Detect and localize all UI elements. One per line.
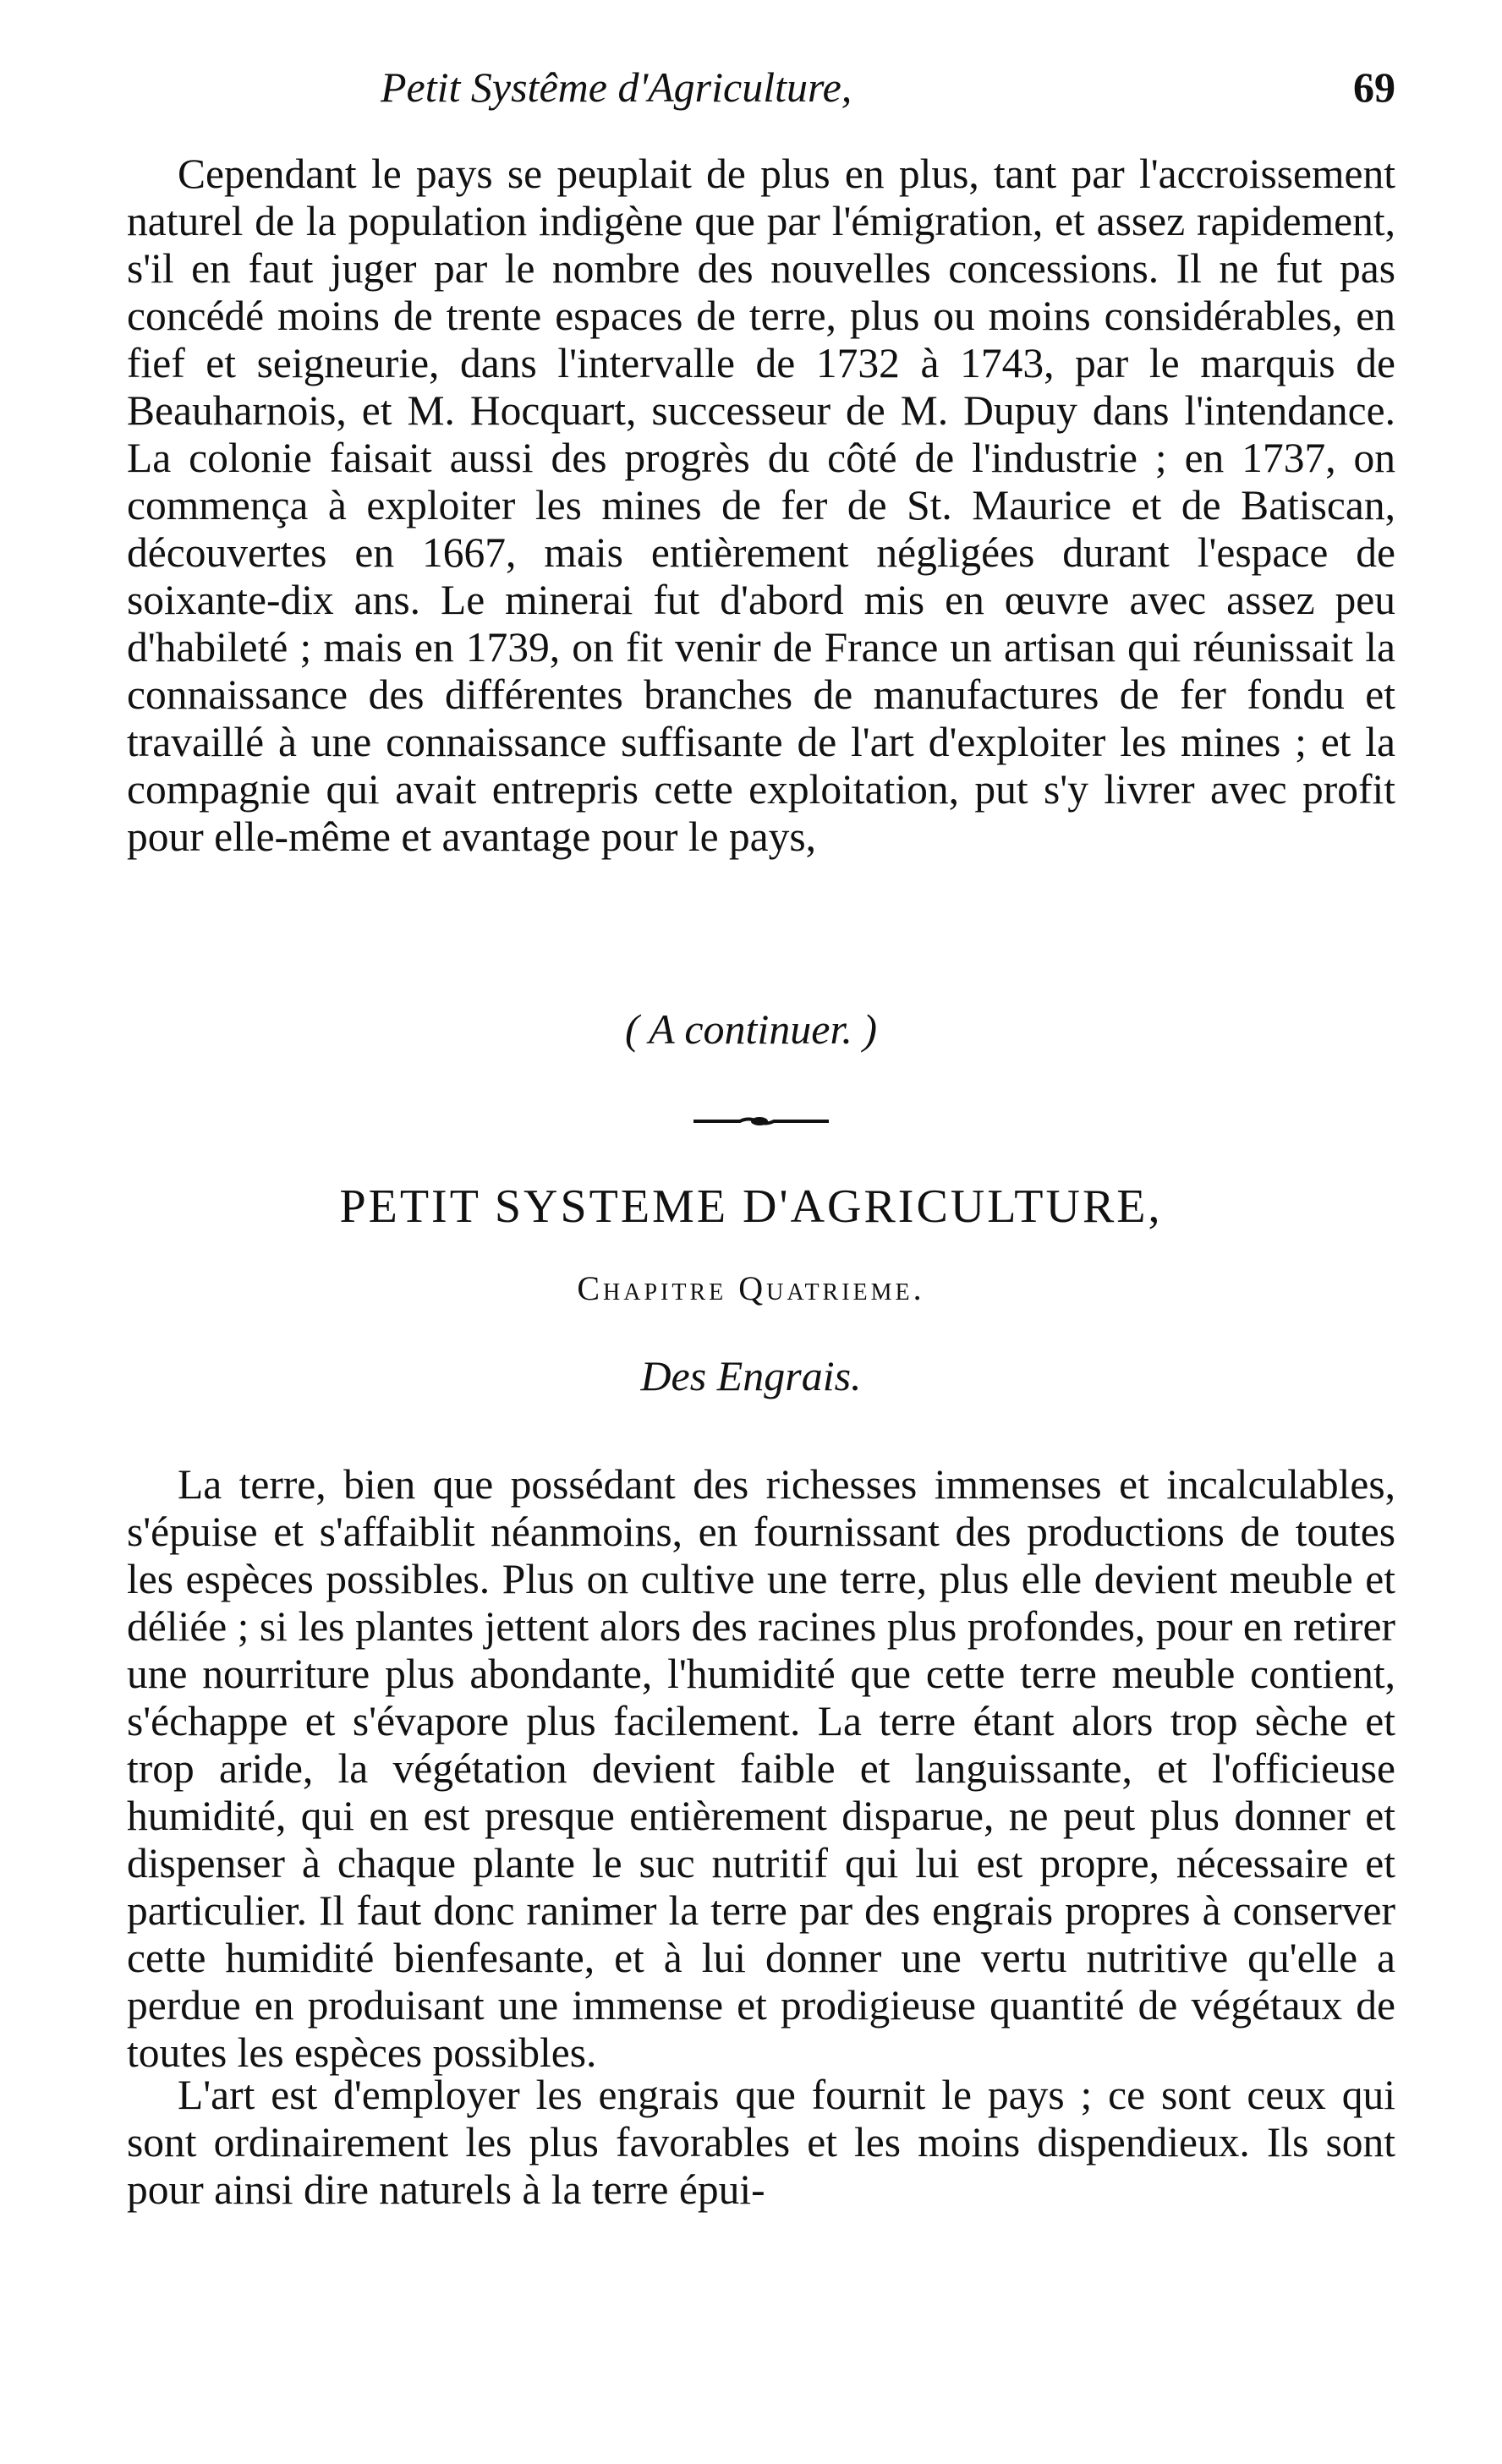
running-head bbox=[127, 63, 1395, 122]
section-subtitle: Des Engrais. bbox=[640, 1352, 862, 1399]
chapter-title: Chapitre Quatrieme. bbox=[577, 1269, 925, 1307]
engrais-paragraph: La terre, bien que possédant des richesses immenses et incalculables, s'épuise et s'affaiblit néanmoins, en fournissant des productions de toutes les espèces possibles. Plus on cultive une terre, plus elle devient meuble et déliée ; si les plantes jettent alors des racines plus profondes, pour en retirer une nourriture plus abondante, l'humidité que cette terre meuble contient, s'échappe et s'évapore plus facilement. La terre étant alors trop sèche et trop aride, la végétation devient faible et languissante, et l'officieuse humidité, qui en est presque entièrement disparue, ne peut plus donner et dispenser à chaque plante le suc nutritif qui lui est propre, nécessaire et particulier. Il faut donc ranimer la terre par des engrais propres à conserver cette humidité bienfesante, et à lui donner une vertu nutritive qu'elle a perdue en produisant une immense et prodigieuse quantité de végétaux de toutes les espèces possibles. bbox=[127, 1461, 1395, 2076]
running-title: Petit Systême d'Agriculture, bbox=[381, 63, 852, 111]
page-number: 69 bbox=[1353, 63, 1395, 111]
continue-note: ( A continuer. ) bbox=[624, 1005, 878, 1053]
section-title: PETIT SYSTEME D'AGRICULTURE, bbox=[339, 1180, 1163, 1233]
section-divider-ornament bbox=[693, 1114, 829, 1128]
engrais-paragraph-continued: L'art est d'employer les engrais que fournit le pays ; ce sont ceux qui sont ordinairement les plus favorables et les moins dispendieux. Ils sont pour ainsi dire naturels à la terre épui- bbox=[127, 2072, 1395, 2213]
history-paragraph: Cependant le pays se peuplait de plus en plus, tant par l'accroissement naturel de la population indigène que par l'émigration, et assez rapidement, s'il en faut juger par le nombre des nouvelles concessions. Il ne fut pas concédé moins de trente espaces de terre, plus ou moins considérables, en fief et seigneurie, dans l'intervalle de 1732 à 1743, par le marquis de Beauharnois, et M. Hocquart, successeur de M. Dupuy dans l'intendance. La colonie faisait aussi des progrès du côté de l'industrie ; en 1737, on commença à exploiter les mines de fer de St. Maurice et de Batiscan, découvertes en 1667, mais entièrement négligées durant l'espace de soixante-dix ans. Le minerai fut d'abord mis en œuvre avec assez peu d'habileté ; mais en 1739, on fit venir de France un artisan qui réunissait la connaissance des différentes branches de manufactures de fer fondu et travaillé à une connaissance suffisante de l'art d'exploiter les mines ; et la compagnie qui avait entrepris cette exploitation, put s'y livrer avec profit pour elle-même et avantage pour le pays, bbox=[127, 151, 1395, 860]
